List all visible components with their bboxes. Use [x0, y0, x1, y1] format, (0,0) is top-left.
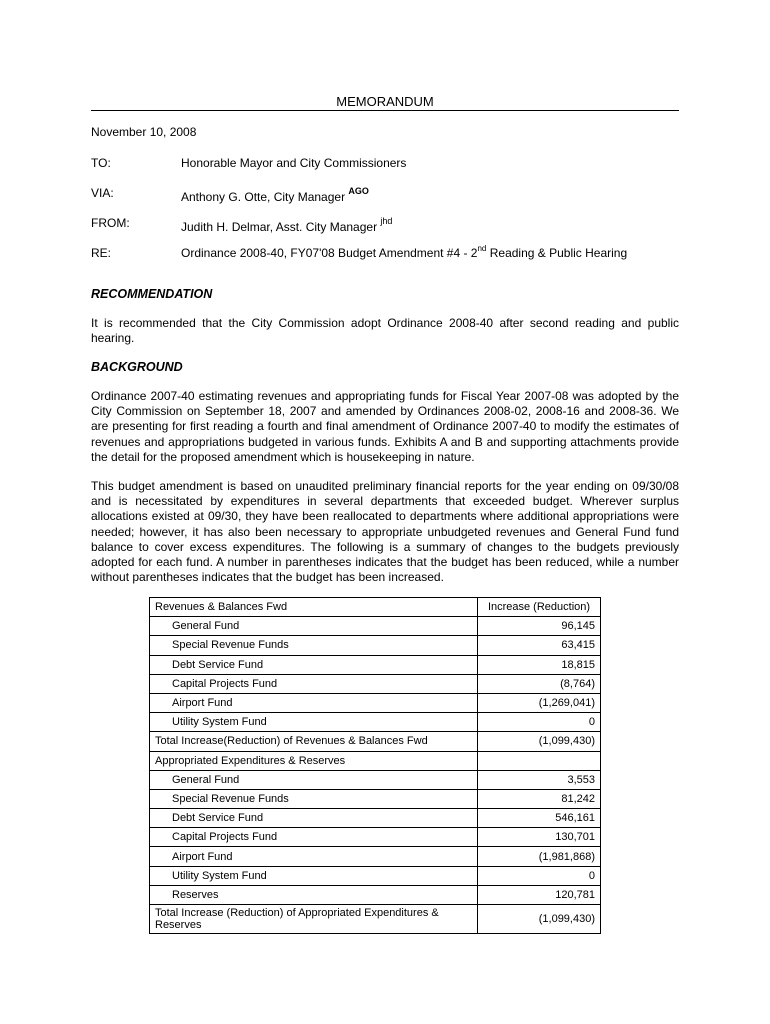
fund-name: Special Revenue Funds [150, 636, 478, 655]
fund-amount: 120,781 [478, 885, 601, 904]
fund-name: Airport Fund [150, 847, 478, 866]
fund-amount: 546,161 [478, 809, 601, 828]
expenditure-total-row [150, 905, 601, 934]
re-label: RE: [91, 246, 112, 260]
fund-amount: (8,764) [478, 674, 601, 693]
fund-name: Debt Service Fund [150, 809, 478, 828]
fund-name: General Fund [150, 770, 478, 789]
table-row [150, 617, 601, 636]
table-row [150, 866, 601, 885]
via-value: Anthony G. Otte, City Manager [181, 190, 346, 204]
fund-name: Capital Projects Fund [150, 828, 478, 847]
background-paragraph-1: Ordinance 2007-40 estimating revenues and appropriating funds for Fiscal Year 2007-08 was adopted by the City Commission on September 18, 2007 and amended by Ordinances 2008-02, 2008-16 and 2008-36. We are presenting for first reading a fourth and final amendment of Ordinance 2007-40 to modify the estimates of revenues and appropriations budgeted in various funds. Exhibits A and B and supporting attachments provide the detail for the proposed amendment which is housekeeping in nature. [91, 389, 679, 464]
fund-name: Debt Service Fund [150, 655, 478, 674]
table-row [150, 693, 601, 712]
table-header-row [150, 598, 601, 617]
fund-amount: 81,242 [478, 789, 601, 808]
table-row [150, 713, 601, 732]
revenue-total-row [150, 732, 601, 751]
re-value-wrap [181, 246, 627, 260]
fund-amount: 18,815 [478, 655, 601, 674]
expenditure-total-label: Total Increase (Reduction) of Appropriated Expenditures & Reserves [150, 905, 478, 934]
fund-amount: 130,701 [478, 828, 601, 847]
fund-amount: (1,981,868) [478, 847, 601, 866]
table-row [150, 828, 601, 847]
expenditures-header: Appropriated Expenditures & Reserves [150, 751, 478, 770]
recommendation-text: It is recommended that the City Commission adopt Ordinance 2008-40 after second reading and public hearing. [91, 316, 679, 346]
background-heading: BACKGROUND [91, 360, 183, 374]
fund-name: Special Revenue Funds [150, 789, 478, 808]
table-row [150, 655, 601, 674]
expenditures-header-row [150, 751, 601, 770]
from-label: FROM: [91, 216, 130, 230]
table-row [150, 847, 601, 866]
table-row [150, 636, 601, 655]
re-sup: nd [477, 244, 487, 253]
from-initials: jhd [380, 216, 393, 226]
fund-name: General Fund [150, 617, 478, 636]
fund-name: Utility System Fund [150, 713, 478, 732]
to-label: TO: [91, 156, 111, 170]
table-row [150, 789, 601, 808]
memo-date: November 10, 2008 [91, 125, 197, 139]
expenditure-total-amount: (1,099,430) [478, 905, 601, 934]
fund-name: Capital Projects Fund [150, 674, 478, 693]
via-label: VIA: [91, 186, 114, 200]
table-row [150, 674, 601, 693]
fund-amount: 96,145 [478, 617, 601, 636]
re-value-after: Reading & Public Hearing [486, 246, 628, 260]
fund-amount: 3,553 [478, 770, 601, 789]
fund-name: Utility System Fund [150, 866, 478, 885]
revenue-total-label: Total Increase(Reduction) of Revenues & Balances Fwd [150, 732, 478, 751]
table-row [150, 809, 601, 828]
to-value: Honorable Mayor and City Commissioners [181, 156, 407, 170]
re-value-before: Ordinance 2008-40, FY07'08 Budget Amendment #4 - 2 [181, 246, 478, 260]
memo-title: MEMORANDUM [91, 94, 679, 111]
empty-cell [478, 751, 601, 770]
fund-amount: 0 [478, 713, 601, 732]
table-header-right: Increase (Reduction) [478, 598, 601, 617]
from-value-wrap [181, 216, 392, 234]
fund-name: Reserves [150, 885, 478, 904]
budget-summary-table [149, 597, 601, 934]
fund-name: Airport Fund [150, 693, 478, 712]
fund-amount: (1,269,041) [478, 693, 601, 712]
fund-amount: 63,415 [478, 636, 601, 655]
via-initials: AGO [348, 186, 369, 196]
fund-amount: 0 [478, 866, 601, 885]
recommendation-heading: RECOMMENDATION [91, 287, 213, 301]
table-header-left: Revenues & Balances Fwd [150, 598, 478, 617]
background-paragraph-2: This budget amendment is based on unaudited preliminary financial reports for the year ending on 09/30/08 and is necessitated by expenditures in several departments that exceeded budget. Wherever surplus allocations existed at 09/30, they have been reallocated to departments where additional appropriations were needed; however, it has also been necessary to appropriate unbudgeted revenues and General Fund fund balance to cover excess expenditures. The following is a summary of changes to the budgets previously adopted for each fund. A number in parentheses indicates that the budget has been reduced, while a number without parentheses indicates that the budget has been increased. [91, 479, 679, 585]
revenue-total-amount: (1,099,430) [478, 732, 601, 751]
table-row [150, 770, 601, 789]
via-value-wrap [181, 186, 369, 204]
table-row [150, 885, 601, 904]
from-value: Judith H. Delmar, Asst. City Manager [181, 220, 378, 234]
